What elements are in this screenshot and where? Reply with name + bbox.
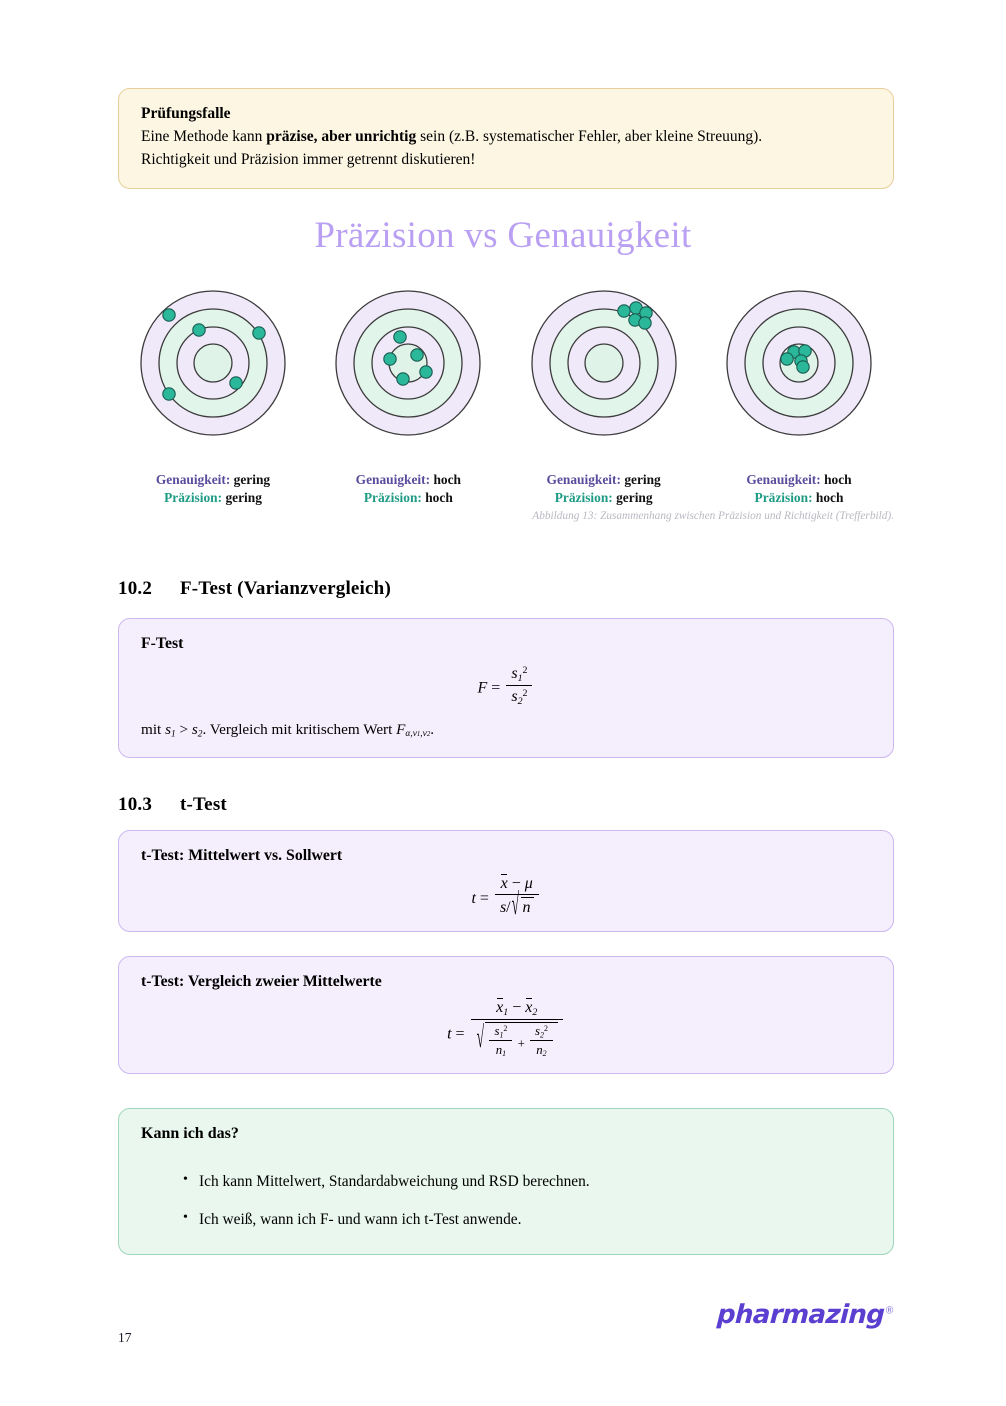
accuracy-value-1: gering (233, 472, 271, 487)
target-2-accuracy-line (356, 471, 461, 489)
target-caption-4 (746, 471, 851, 506)
target-diagram-2 (332, 287, 484, 439)
target-caption-1 (156, 471, 270, 506)
precision-key-3: Präzision: (554, 489, 613, 505)
precision-key-4: Präzision: (754, 489, 813, 505)
formula-f-test: F = $\frac{s_1^2}{s_2^2}$ (141, 665, 871, 707)
precision-key-1: Präzision: (164, 489, 223, 505)
list-item: • Ich kann Mittelwert, Standardabweichung und RSD berechnen. (199, 1171, 871, 1193)
target-3-accuracy-line (547, 471, 661, 489)
target-diagram-4 (723, 287, 875, 439)
accuracy-key-2: Genauigkeit: (355, 472, 431, 487)
section-number-10-3: 10.3 (118, 794, 153, 815)
list-item: • Ich weiß, wann ich F- und wann ich t-Test anwende. (199, 1209, 871, 1231)
target-1-precision-line (156, 489, 270, 507)
formula-box-title-t-test-1: t-Test: Mittelwert vs. Sollwert (141, 847, 343, 864)
accuracy-key-4: Genauigkeit: (746, 472, 821, 487)
accuracy-key-3: Genauigkeit: (546, 472, 621, 487)
callout-line-1-bold: präzise, aber unrichtig (266, 128, 417, 146)
precision-value-1: gering (225, 489, 262, 505)
formula-note-f-test: mit $s_1 > s_2$. Vergleich mit kritischem Wert $F_{\alpha,\nu 1,\nu 2}$. (141, 720, 434, 740)
f-test-note-suffix: . (430, 720, 434, 738)
precision-value-2: hoch (425, 489, 453, 505)
target-rings-icon (332, 287, 484, 439)
callout-line-1 (141, 126, 871, 149)
formula-box-t-test-two-means (118, 956, 894, 1074)
formula-t-test-2: t = $x_1 - x_2$ √ $\frac{s_1^2}{n_1}$ + $\frac{s_2^2}{n_2}$ (141, 999, 871, 1058)
target-caption-3 (547, 471, 661, 506)
target-cell-2 (313, 287, 503, 506)
accuracy-value-4: hoch (824, 472, 852, 487)
target-2-precision-line (356, 489, 461, 507)
formula-box-title-f-test: F-Test (141, 635, 184, 652)
target-caption-2 (356, 471, 461, 506)
f-test-note-middle: . Vergleich mit kritischem Wert (202, 720, 397, 738)
brand-logo-text: pharmazing (716, 1300, 886, 1330)
target-rings-icon (723, 287, 875, 439)
formula-box-f-test (118, 618, 894, 758)
section-title-10-3: t-Test (180, 794, 227, 815)
formula-box-t-test-mean-vs-target (118, 830, 894, 932)
callout-line-1-pre: Eine Methode kann (141, 128, 267, 146)
figure-title: Präzision vs Genauigkeit (314, 215, 692, 256)
section-heading-f-test (118, 578, 391, 600)
precision-value-3: gering (616, 489, 653, 505)
precision-key-2: Präzision: (363, 489, 422, 505)
registered-trademark-icon: ® (884, 1305, 895, 1317)
f-test-note-prefix: mit (141, 720, 166, 738)
target-3-precision-line (547, 489, 661, 507)
precision-value-4: hoch (815, 489, 844, 505)
checklist-title: Kann ich das? (141, 1125, 239, 1142)
target-4-accuracy-line (746, 471, 851, 489)
accuracy-key-1: Genauigkeit: (155, 472, 231, 487)
target-diagrams-row (118, 287, 894, 506)
target-diagram-1 (137, 287, 289, 439)
target-diagram-3 (528, 287, 680, 439)
section-heading-t-test (118, 794, 227, 816)
callout-pruefungsfalle (118, 88, 894, 189)
brand-logo (717, 1300, 895, 1330)
formula-box-title-t-test-2: t-Test: Vergleich zweier Mittelwerte (141, 973, 382, 990)
target-rings-icon (528, 287, 680, 439)
target-cell-1 (118, 287, 308, 506)
accuracy-value-2: hoch (433, 472, 461, 487)
figure-caption: Abbildung 13: Zusammenhang zwischen Präzision und Richtigkeit (Trefferbild). (532, 510, 894, 522)
section-title-10-2: F-Test (Varianzvergleich) (180, 578, 391, 599)
section-number-10-2: 10.2 (118, 578, 153, 599)
page-number: 17 (118, 1330, 132, 1345)
target-1-accuracy-line (156, 471, 270, 489)
target-cell-3 (509, 287, 699, 506)
accuracy-value-3: gering (624, 472, 661, 487)
callout-title: Prüfungsfalle (141, 105, 231, 122)
target-rings-icon (137, 287, 289, 439)
target-cell-4 (704, 287, 894, 506)
checklist-items (141, 1171, 871, 1232)
callout-kann-ich-das (118, 1108, 894, 1255)
target-4-precision-line (746, 489, 851, 507)
formula-t-test-1: t = $\frac{x - \mu}{s/ √ n}$ (141, 875, 871, 917)
callout-line-2: Richtigkeit und Präzision immer getrennt diskutieren! (141, 151, 476, 169)
callout-line-1-post: sein (z.B. systematischer Fehler, aber kleine Streuung). (416, 128, 763, 146)
